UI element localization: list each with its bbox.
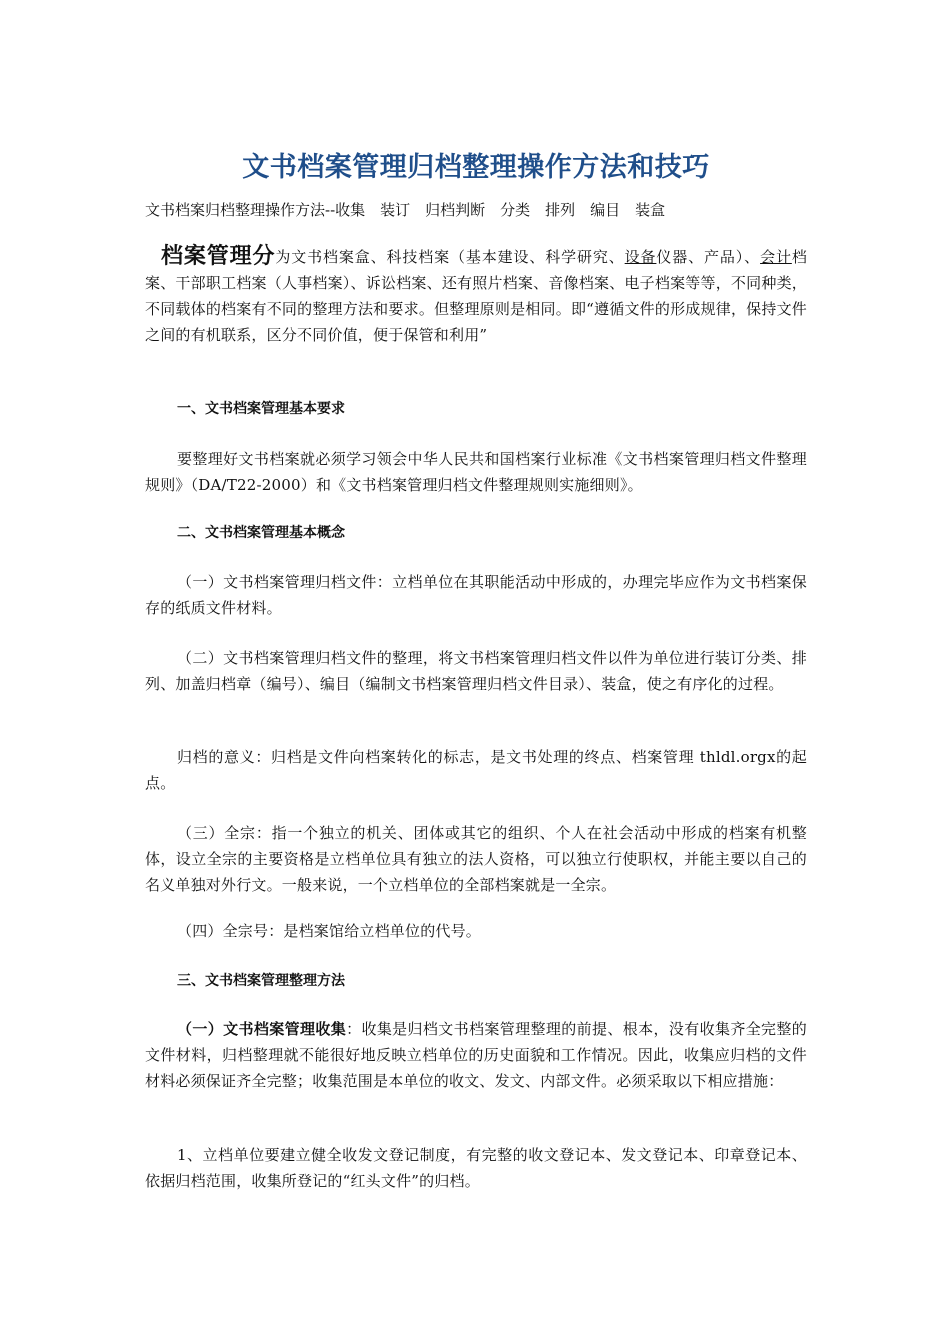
section2-paragraph-4: （三）全宗：指一个独立的机关、团体或其它的组织、个人在社会活动中形成的档案有机整体，设立全宗的主要资格是立档单位具有独立的法人资格，可以独立行使职权，并能主要以自己的名义单独对外行文。一般来说，一个立档单位的全部档案就是一全宗。 [145,824,807,894]
section3-paragraph-2: 1、立档单位要建立健全收发文登记制度，有完整的收文登记本、发文登记本、印章登记本、依据归档范围，收集所登记的“红头文件”的归档。 [145,1146,807,1190]
link-equipment[interactable]: 设备 [624,248,657,266]
section1-paragraph: 要整理好文书档案就必须学习领会中华人民共和国档案行业标准《文书档案管理归档文件整理规则》（DA/T22-2000）和《文书档案管理归档文件整理规则实施细则》。 [145,450,807,494]
document-subtitle: 文书档案归档整理操作方法--收集 装订 归档判断 分类 排列 编目 装盒 [145,201,666,219]
document-title: 文书档案管理归档整理操作方法和技巧 [242,152,710,183]
intro-lead: 档案管理分 [161,244,276,269]
section3-subheading-collect: （一）文书档案管理收集 [177,1020,347,1038]
section3-paragraph-1 [145,1016,807,1094]
section3-paragraph-1-text: ：收集是归档文书档案管理整理的前提、根本，没有收集齐全完整的文件材料，归档整理就不能很好地反映立档单位的历史面貌和工作情况。因此，收集应归档的文件材料必须保证齐全完整；收集范围是本单位的收文、发文、内部文件。必须采取以下相应措施： [145,1020,807,1090]
intro-text-1: 为文书档案盒、科技档案（基本建设、科学研究、 [275,248,625,266]
section2-heading: 二、文书档案管理基本概念 [177,525,345,541]
intro-paragraph [145,244,807,348]
link-accounting[interactable]: 会计 [760,248,792,266]
intro-text-2: 仪器、产品）、 [656,248,761,266]
section3-heading: 三、文书档案管理整理方法 [177,973,345,989]
section2-paragraph-2: （二）文书档案管理归档文件的整理，将文书档案管理归档文件以件为单位进行装订分类、排列、加盖归档章（编号）、编目（编制文书档案管理归档文件目录）、装盒，使之有序化的过程。 [145,649,807,693]
section2-paragraph-3: 归档的意义：归档是文件向档案转化的标志，是文书处理的终点、档案管理 thldl.orgx的起点。 [145,748,807,792]
section2-paragraph-5: （四）全宗号：是档案馆给立档单位的代号。 [177,922,482,940]
intro-text-3: 档案、干部职工档案（人事档案）、诉讼档案、还有照片档案、音像档案、电子档案等等，不同种类，不同载体的档案有不同的整理方法和要求。但整理原则是相同。即“遵循文件的形成规律，保持文件之间的有机联系，区分不同价值，便于保管和利用” [145,248,808,344]
section2-paragraph-1: （一）文书档案管理归档文件：立档单位在其职能活动中形成的，办理完毕应作为文书档案保存的纸质文件材料。 [145,573,807,617]
section1-heading: 一、文书档案管理基本要求 [177,401,345,417]
